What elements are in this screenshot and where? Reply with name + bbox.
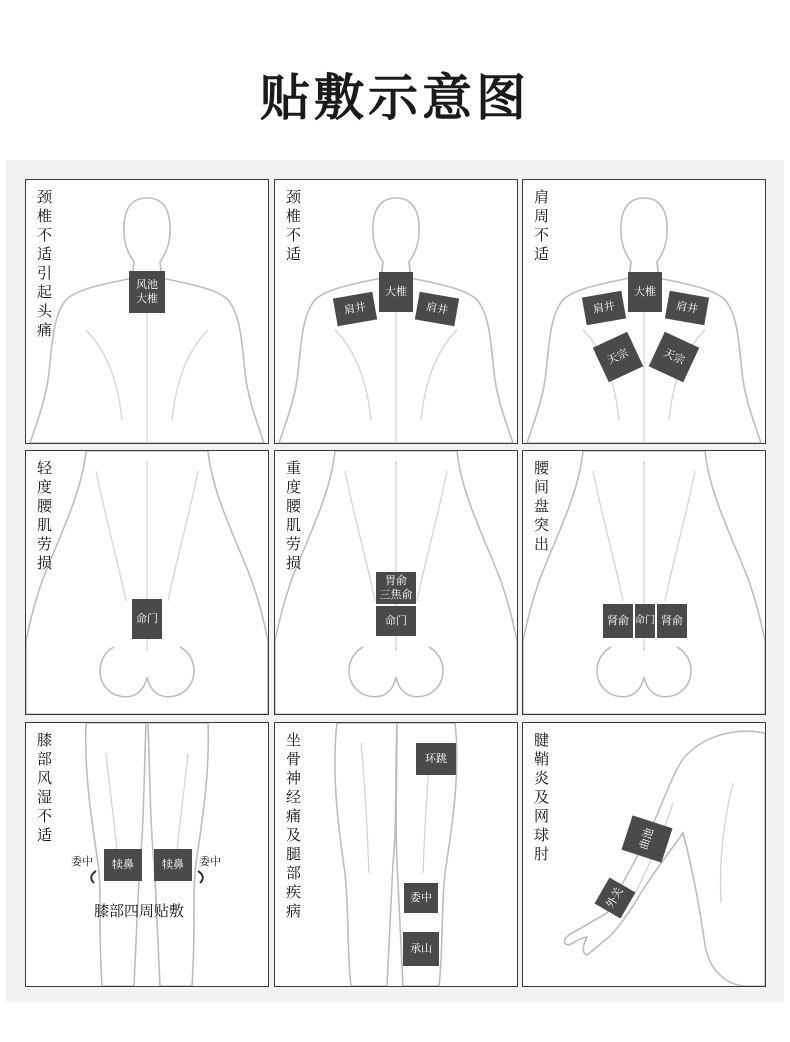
patch-label: 委中	[410, 891, 432, 904]
patch-label: 犊鼻	[162, 858, 184, 871]
patch-label: 风池	[136, 278, 158, 291]
patch-label: 三焦俞	[379, 588, 413, 601]
patch-label: 肾俞	[661, 614, 683, 627]
patch-label: 肩井	[675, 299, 700, 316]
panel-label: 膝部风湿不适	[37, 731, 53, 844]
patch-label: 天宗	[661, 346, 687, 368]
patch-label: 犊鼻	[112, 858, 134, 871]
acupoint-patch	[104, 849, 142, 881]
panel-label: 坐骨神经痛及腿部疾病	[286, 731, 302, 920]
patch-label: 大椎	[136, 292, 158, 305]
patch-label: 大椎	[385, 285, 407, 298]
panel-label: 重度腰肌劳损	[286, 459, 302, 572]
acupoint-patch	[404, 883, 438, 913]
panel-lumbar-disc	[522, 450, 766, 715]
panel-label: 腰间盘突出	[534, 459, 550, 553]
patch-label: 天宗	[605, 346, 631, 368]
panel-knee-rheumatism	[25, 722, 269, 987]
patch-label: 肩井	[591, 299, 616, 316]
side-point-label: 委中	[199, 855, 221, 868]
panel-label: 肩周不适	[534, 188, 550, 263]
acupoint-patch	[657, 604, 687, 638]
acupoint-patch	[603, 604, 633, 638]
page-title: 贴敷示意图	[260, 68, 530, 127]
panel-label: 颈椎不适	[286, 188, 302, 263]
leg-back-illustration	[275, 723, 517, 986]
panel-neck-headache	[25, 179, 269, 444]
patch-label: 胃俞	[385, 574, 407, 587]
side-point-label: 委中	[71, 855, 93, 868]
patch-label: 曲池	[636, 826, 657, 852]
acupoint-patch	[628, 272, 662, 312]
patch-label: 命门	[385, 614, 407, 627]
patch-label: 肾俞	[607, 614, 629, 627]
patch-label: 命门	[635, 615, 655, 626]
acupoint-patch	[635, 604, 655, 638]
lower-back-illustration	[523, 451, 765, 714]
patch-label: 肩井	[342, 300, 367, 317]
lower-back-illustration	[26, 451, 268, 714]
panel-label: 轻度腰肌劳损	[37, 459, 53, 572]
legs-illustration	[26, 723, 268, 986]
acupoint-patch	[154, 849, 192, 881]
acupoint-patch	[379, 272, 413, 312]
panel-tenosynovitis-elbow	[522, 722, 766, 987]
acupoint-patch	[416, 743, 456, 775]
patch-label: 承山	[410, 942, 432, 955]
panel-label: 腱鞘炎及网球肘	[534, 731, 550, 863]
panel-caption: 膝部四周贴敷	[94, 902, 185, 920]
panel-sciatica-leg	[274, 722, 518, 987]
acupoint-patch	[376, 606, 416, 636]
acupoint-patch	[403, 932, 439, 966]
patch-label: 大椎	[634, 285, 656, 298]
panel-shoulder-discomfort	[522, 179, 766, 444]
patch-label: 环跳	[425, 752, 447, 765]
patch-label: 肩井	[425, 300, 450, 317]
panel-severe-lumbar-strain	[274, 450, 518, 715]
patch-label: 外关	[603, 884, 626, 911]
panel-neck-discomfort	[274, 179, 518, 444]
panel-label: 颈椎不适引起头痛	[37, 188, 53, 339]
panel-mild-lumbar-strain	[25, 450, 269, 715]
patch-label: 命门	[136, 612, 158, 625]
acupoint-patch	[376, 572, 416, 604]
acupoint-patch	[132, 599, 162, 639]
acupoint-patch	[129, 271, 165, 313]
